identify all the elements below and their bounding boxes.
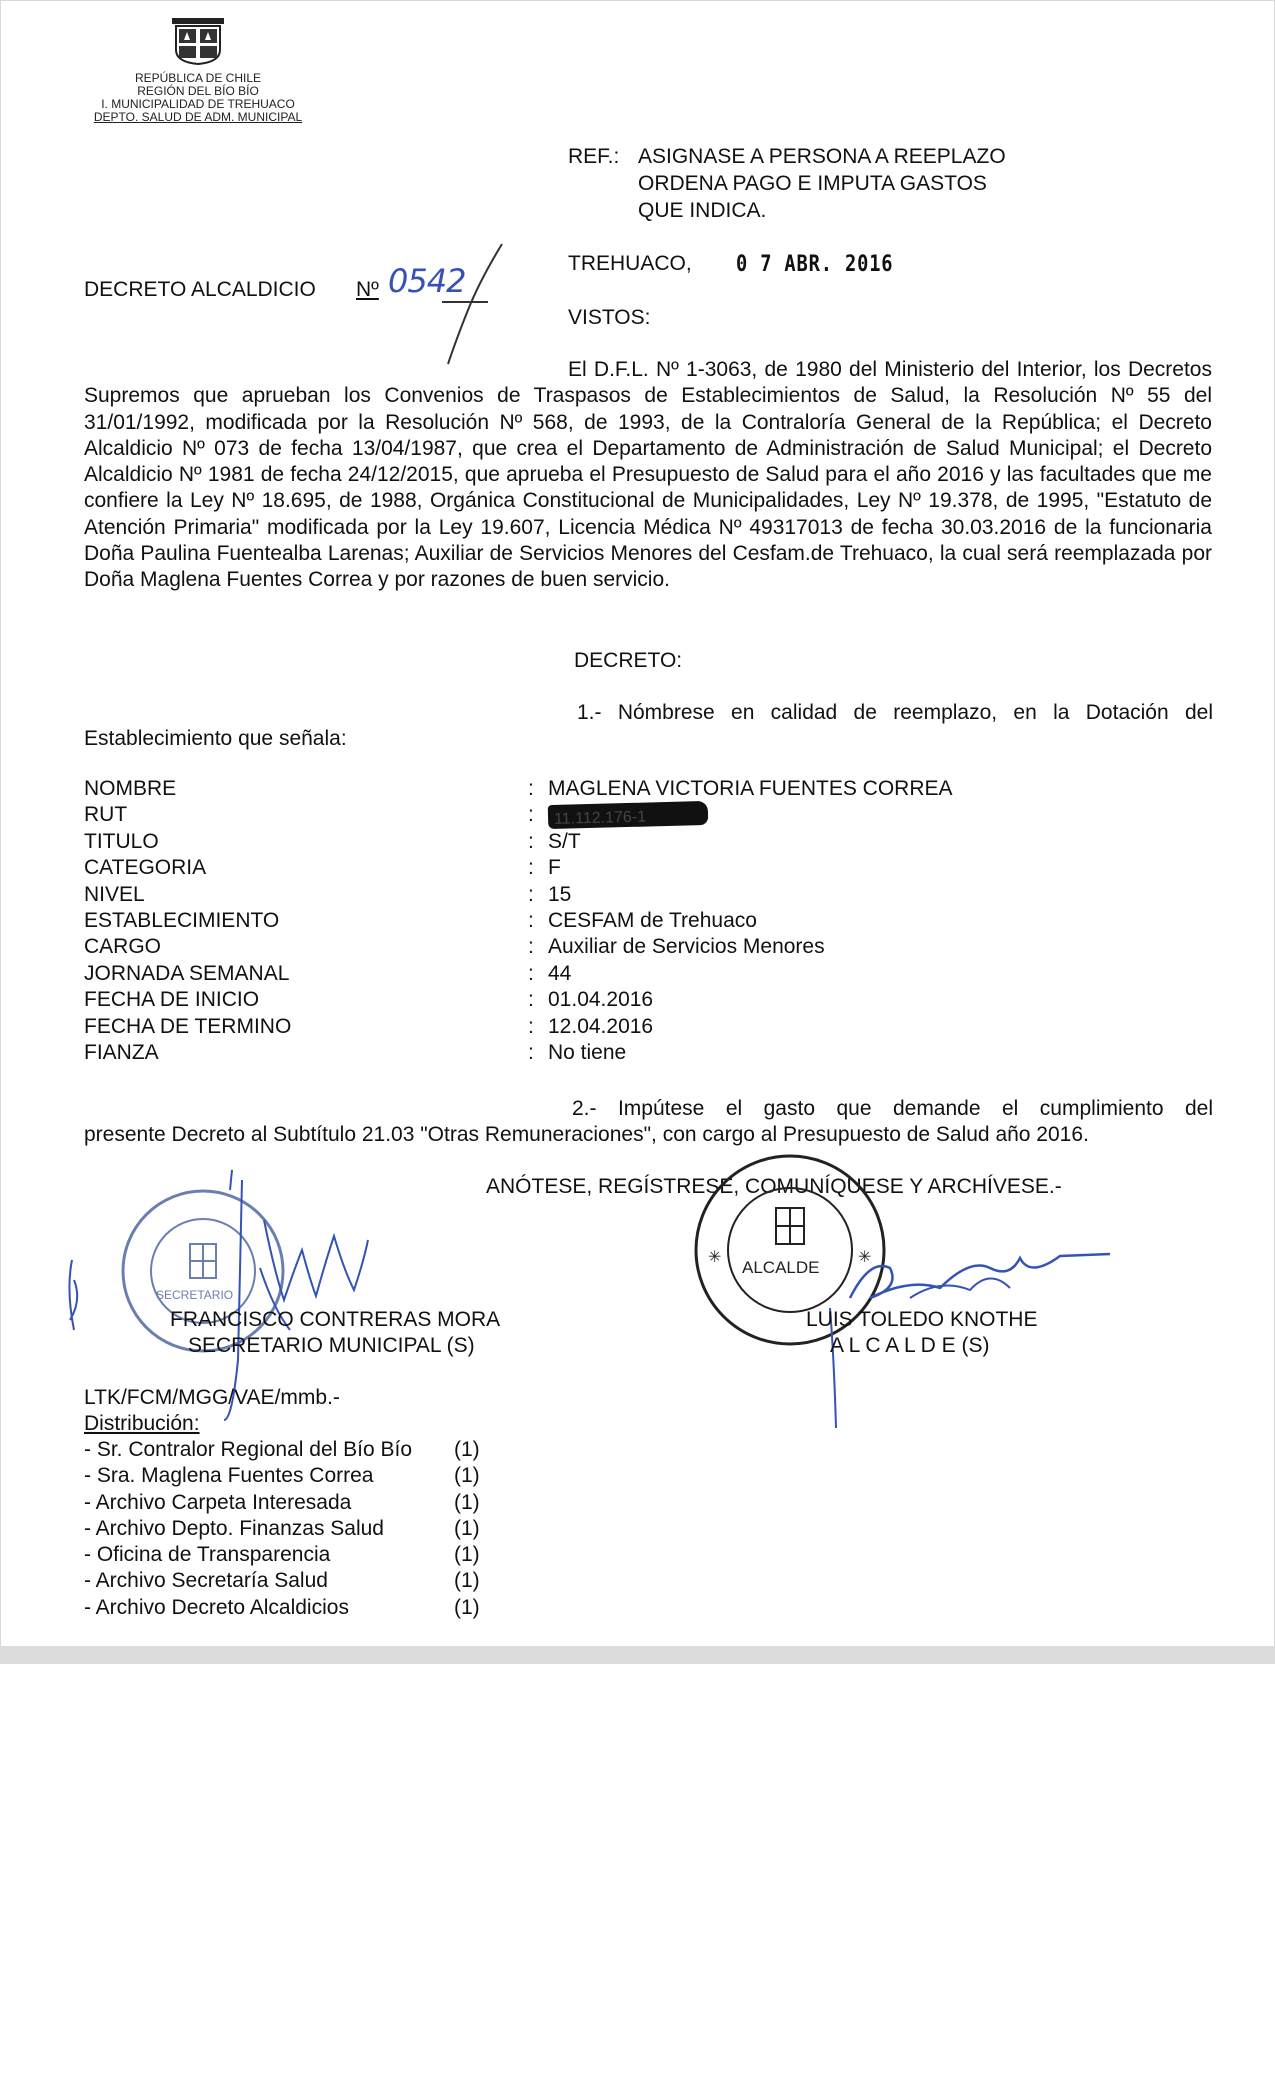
appointment-fields [84,776,1084,1066]
secretario-role: SECRETARIO MUNICIPAL (S) [188,1334,475,1357]
ref-line-3: QUE INDICA. [638,199,767,222]
item1-text: 1.- Nómbrese en calidad de reemplazo, en la Dotación del [577,701,1213,724]
field-label: RUT [84,803,128,827]
redacted-rut: 11.112.176-1 [548,801,709,829]
closing-text: ANÓTESE, REGÍSTRESE, COMUNÍQUESE Y ARCHÍVESE.- [486,1175,1062,1198]
signature-secretario [64,1160,424,1420]
distribution-list [84,1437,480,1621]
field-value: 12.04.2016 [548,1014,654,1038]
list-item: - Archivo Secretaría Salud (1) [84,1569,480,1593]
decree-number-handwritten: 0542 [388,262,466,300]
secretario-name: FRANCISCO CONTRERAS MORA [170,1308,501,1331]
field-row: TITULO : S/T [84,829,1084,855]
field-value: 01.04.2016 [548,988,654,1012]
ref-line-2: ORDENA PAGO E IMPUTA GASTOS [638,172,987,195]
date-stamp: 0 7 ABR. 2016 [736,252,894,277]
field-label: FECHA DE TERMINO [84,1014,292,1038]
ref-label: REF.: [568,145,620,168]
secretario-stamp-label: SECRETARIO [156,1288,234,1302]
field-label: NOMBRE [84,777,177,800]
header-line-3: I. MUNICIPALIDAD DE TREHUACO [101,97,295,111]
list-item: - Oficina de Transparencia (1) [84,1543,480,1567]
field-label: TITULO [84,829,159,853]
initials: LTK/FCM/MGG/VAE/mmb.- [84,1386,340,1409]
field-row: FECHA DE INICIO : 01.04.2016 [84,987,1084,1013]
field-value: Auxiliar de Servicios Menores [548,935,825,959]
item2-line-1: 2.- Impútese el gasto que demande el cumplimiento del [572,1097,1213,1120]
field-label: CARGO [84,935,162,959]
field-row: FECHA DE TERMINO : 12.04.2016 [84,1014,1084,1040]
decree-title: DECRETO ALCALDICIO [84,278,316,301]
alcalde-stamp-label: ALCALDE [742,1258,820,1277]
field-row: CARGO : Auxiliar de Servicios Menores [84,934,1084,960]
list-item: - Sr. Contralor Regional del Bío Bío (1) [84,1438,480,1461]
field-label: FIANZA [84,1040,159,1064]
alcalde-name: LUIS TOLEDO KNOTHE [806,1308,1038,1331]
field-row: ESTABLECIMIENTO : CESFAM de Trehuaco [84,908,1084,934]
field-value: MAGLENA VICTORIA FUENTES CORREA [548,777,953,800]
decreto-label: DECRETO: [574,649,683,672]
field-value: 44 [548,961,572,985]
vistos-label: VISTOS: [568,306,651,329]
field-row: FIANZA : No tiene [84,1040,1084,1066]
header-line-2: REGIÓN DEL BÍO BÍO [137,84,259,98]
place-label: TREHUACO, [568,252,692,275]
list-item: - Sra. Maglena Fuentes Correa (1) [84,1464,480,1488]
list-item: - Archivo Depto. Finanzas Salud (1) [84,1516,480,1540]
field-label: JORNADA SEMANAL [84,961,290,985]
field-value: No tiene [548,1040,627,1064]
field-label: ESTABLECIMIENTO [84,908,280,932]
decree-number-slash [440,240,510,370]
field-row: NOMBRE : MAGLENA VICTORIA FUENTES CORREA [84,776,1084,802]
field-row: JORNADA SEMANAL : 44 [84,961,1084,987]
field-value: 15 [548,882,572,906]
field-label: CATEGORIA [84,856,207,880]
item2-line-2: presente Decreto al Subtítulo 21.03 "Otras Remuneraciones", con cargo al Presupuesto de Salud año 2016. [84,1123,1089,1146]
svg-text:✳: ✳ [858,1249,872,1266]
header-line-4: DEPTO. SALUD DE ADM. MUNICIPAL [93,110,303,124]
alcalde-role: A L C A L D E (S) [830,1334,990,1357]
field-label: FECHA DE INICIO [84,988,260,1012]
coat-of-arms-icon [170,16,226,66]
field-row: CATEGORIA : F [84,855,1084,881]
vistos-paragraph: El D.F.L. Nº 1-3063, de 1980 del Ministerio del Interior, los Decretos Supremos que aprueban los Convenios de Traspasos de Establecimientos de Salud, la Resolución Nº 55 del 31/01/1992, modificada por la Resolución Nº 568, de 1993, de la Contraloría General de la República; el Decreto Alcaldicio Nº 073 de fecha 13/04/1987, que crea el Departamento de Administración de Salud Municipal; el Decreto Alcaldicio Nº 1981 de fecha 24/12/2015, que aprueba el Presupuesto de Salud para el año 2016 y las facultades que me confiere la Ley Nº 18.695, de 1988, Orgánica Constitucional de Municipalidades, Ley Nº 19.378, de 1995, "Estatuto de Atención Primaria" modificada por la Ley 19.607, Licencia Médica Nº 49317013 de fecha 30.03.2016 de la funcionaria Doña Paulina Fuentealba Larenas; Auxiliar de Servicios Menores del Cesfam.de Trehuaco, la cual será reemplazada por Doña Maglena Fuentes Correa y por razones de buen servicio. [84,358,1212,592]
field-row: RUT : 11.112.176-1 [84,802,1084,828]
svg-text:✳: ✳ [708,1249,722,1266]
scan-edge [0,1646,1275,1664]
field-value: S/T [548,829,581,853]
field-label: NIVEL [84,882,145,906]
header-line-1: REPÚBLICA DE CHILE [134,71,262,85]
item1-continuation: Establecimiento que señala: [84,727,347,750]
field-row: NIVEL : 15 [84,882,1084,908]
distribution-label: Distribución: [84,1412,200,1435]
decree-number-label: Nº [356,278,379,301]
field-value: CESFAM de Trehuaco [548,908,757,932]
list-item: - Archivo Carpeta Interesada (1) [84,1490,480,1514]
field-value: F [548,856,561,880]
ref-line-1: ASIGNASE A PERSONA A REEPLAZO [638,145,1006,168]
list-item: - Archivo Decreto Alcaldicios (1) [84,1595,480,1619]
